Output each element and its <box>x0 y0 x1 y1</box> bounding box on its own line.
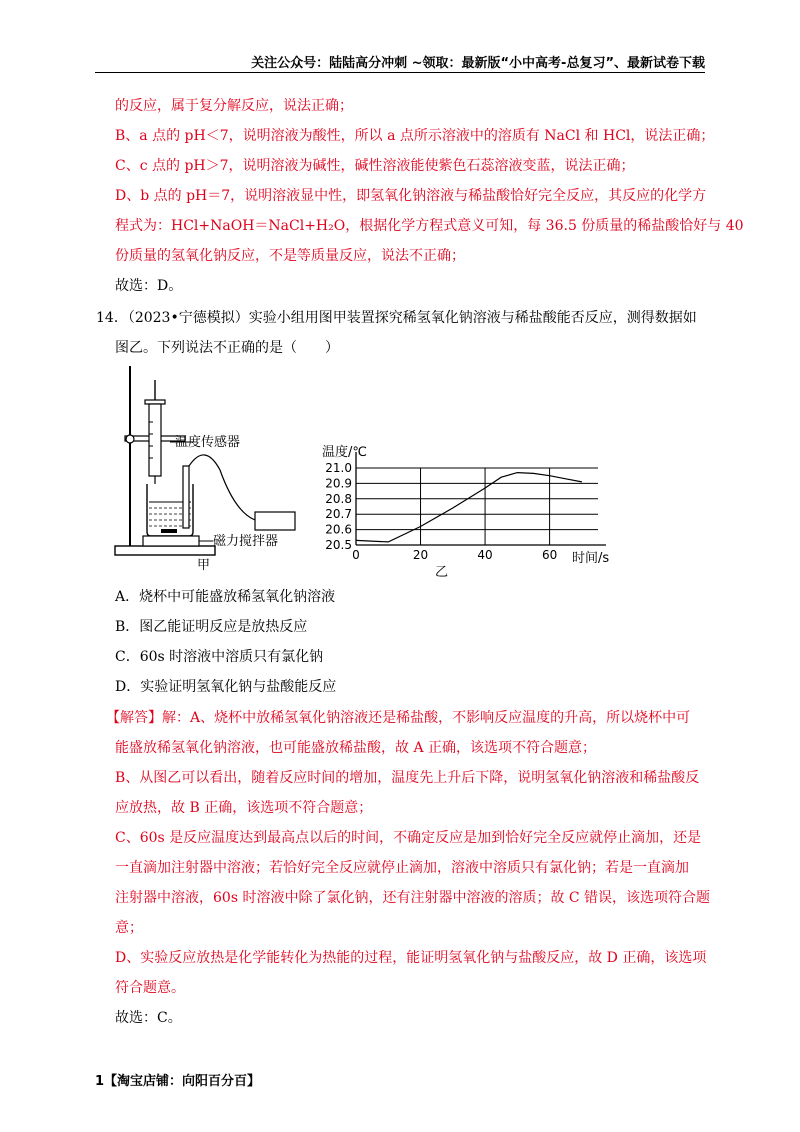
temperature-chart <box>320 440 620 580</box>
answer-line: D、实验反应放热是化学能转化为热能的过程，能证明氢氧化钠与盐酸反应，故 D 正确，该选项 <box>115 950 707 966</box>
sensor-cable <box>189 455 255 520</box>
x-tick-label: 20 <box>412 548 429 562</box>
answer-tag: 【解答】 <box>106 710 162 726</box>
syringe <box>145 380 165 490</box>
page-footer: 1【淘宝店铺：向阳百分百】 <box>95 1074 261 1089</box>
prev-solution-line: D、b 点的 pH＝7，说明溶液显中性，即氢氧化钠溶液与稀盐酸恰好完全反应，其反应的化学方 <box>115 188 707 204</box>
answer-line: 应放热，故 B 正确，该选项不符合题意； <box>115 800 373 816</box>
answer-line: 能盛放稀氢氧化钠溶液，也可能盛放稀盐酸，故 A 正确，该选项不符合题意； <box>115 740 597 756</box>
x-tick-label: 60 <box>541 548 558 562</box>
header-rule <box>95 72 705 73</box>
stand-base <box>115 546 215 555</box>
answer-line-1: 【解答】解：A、烧杯中放稀氢氧化钠溶液还是稀盐酸，不影响反应温度的升高，所以烧杯中可 <box>106 710 691 726</box>
y-tick-label: 20.9 <box>325 476 352 491</box>
answer-line: 一直滴加注射器中溶液；若恰好完全反应就停止滴加，溶液中溶质只有氯化钠；若是一直滴加 <box>115 860 689 876</box>
apparatus-figure <box>105 362 325 577</box>
prev-solution-line: 份质量的氢氧化钠反应，不是等质量反应，说法不正确； <box>115 248 465 264</box>
answer-conclusion: 故选：C。 <box>115 1010 182 1026</box>
question-line-2: 图乙。下列说法不正确的是（ ） <box>115 340 339 356</box>
y-tick-label: 20.5 <box>325 538 352 552</box>
stirrer-label: 磁力搅拌器 <box>213 534 279 549</box>
answer-line: 符合题意。 <box>115 980 185 996</box>
option-c: C．60s 时溶液中溶质只有氯化钠 <box>115 649 324 665</box>
figure-label-a: 甲 <box>197 558 211 573</box>
y-tick-label: 20.6 <box>325 522 352 537</box>
option-b: B．图乙能证明反应是放热反应 <box>115 619 308 635</box>
option-d: D．实验证明氢氧化钠与盐酸能反应 <box>115 679 337 695</box>
page-header: 关注公众号：陆陆高分冲刺 ~领取：最新版“小中高考-总复习”、最新试卷下载 <box>251 56 705 71</box>
magnetic-stirrer <box>143 536 199 546</box>
question-text: （2023•宁德模拟）实验小组用图甲装置探究稀氢氧化钠溶液与稀盐酸能否反应，测得数据如 <box>127 310 697 326</box>
sensor-label: 温度传感器 <box>175 435 241 450</box>
answer-line: B、从图乙可以看出，随着反应时间的增加，温度先上升后下降，说明氢氧化钠溶液和稀盐酸反 <box>115 770 700 786</box>
meter-box <box>255 512 295 530</box>
y-tick-label: 20.8 <box>325 491 352 506</box>
answer-line: 注射器中溶液，60s 时溶液中除了氯化钠，还有注射器中溶液的溶质；故 C 错误，该选项符合题 <box>115 890 711 906</box>
answer-line: C、60s 是反应温度达到最高点以后的时间，不确定反应是加到恰好完全反应就停止滴加，还是 <box>115 830 702 846</box>
y-tick-label: 20.7 <box>325 507 352 522</box>
x-axis-label: 时间/s <box>572 551 610 566</box>
question-line-1 <box>96 308 697 328</box>
y-tick-label: 21.0 <box>325 461 352 475</box>
prev-solution-line: B、a 点的 pH＜7，说明溶液为酸性，所以 a 点所示溶液中的溶质有 NaCl 和 HCl，说法正确； <box>115 128 715 144</box>
y-axis-label: 温度/℃ <box>322 445 367 460</box>
x-tick-label: 40 <box>477 548 493 562</box>
prev-solution-conclusion: 故选：D。 <box>115 278 183 294</box>
option-a: A．烧杯中可能盛放稀氢氧化钠溶液 <box>115 589 336 605</box>
prev-solution-line: 的反应，属于复分解反应，说法正确； <box>115 98 353 114</box>
temperature-probe <box>183 466 189 528</box>
question-number: 14． <box>96 310 128 326</box>
figure-label-b: 乙 <box>435 565 449 580</box>
answer-line: 意； <box>115 920 143 936</box>
prev-solution-line: C、c 点的 pH＞7，说明溶液为碱性，碱性溶液能使紫色石蕊溶液变蓝，说法正确； <box>115 158 635 174</box>
x-tick-label: 0 <box>352 548 360 562</box>
prev-solution-line: 程式为：HCl+NaOH＝NaCl+H₂O，根据化学方程式意义可知，每 36.5 份质量的稀盐酸恰好与 40 <box>115 218 744 234</box>
